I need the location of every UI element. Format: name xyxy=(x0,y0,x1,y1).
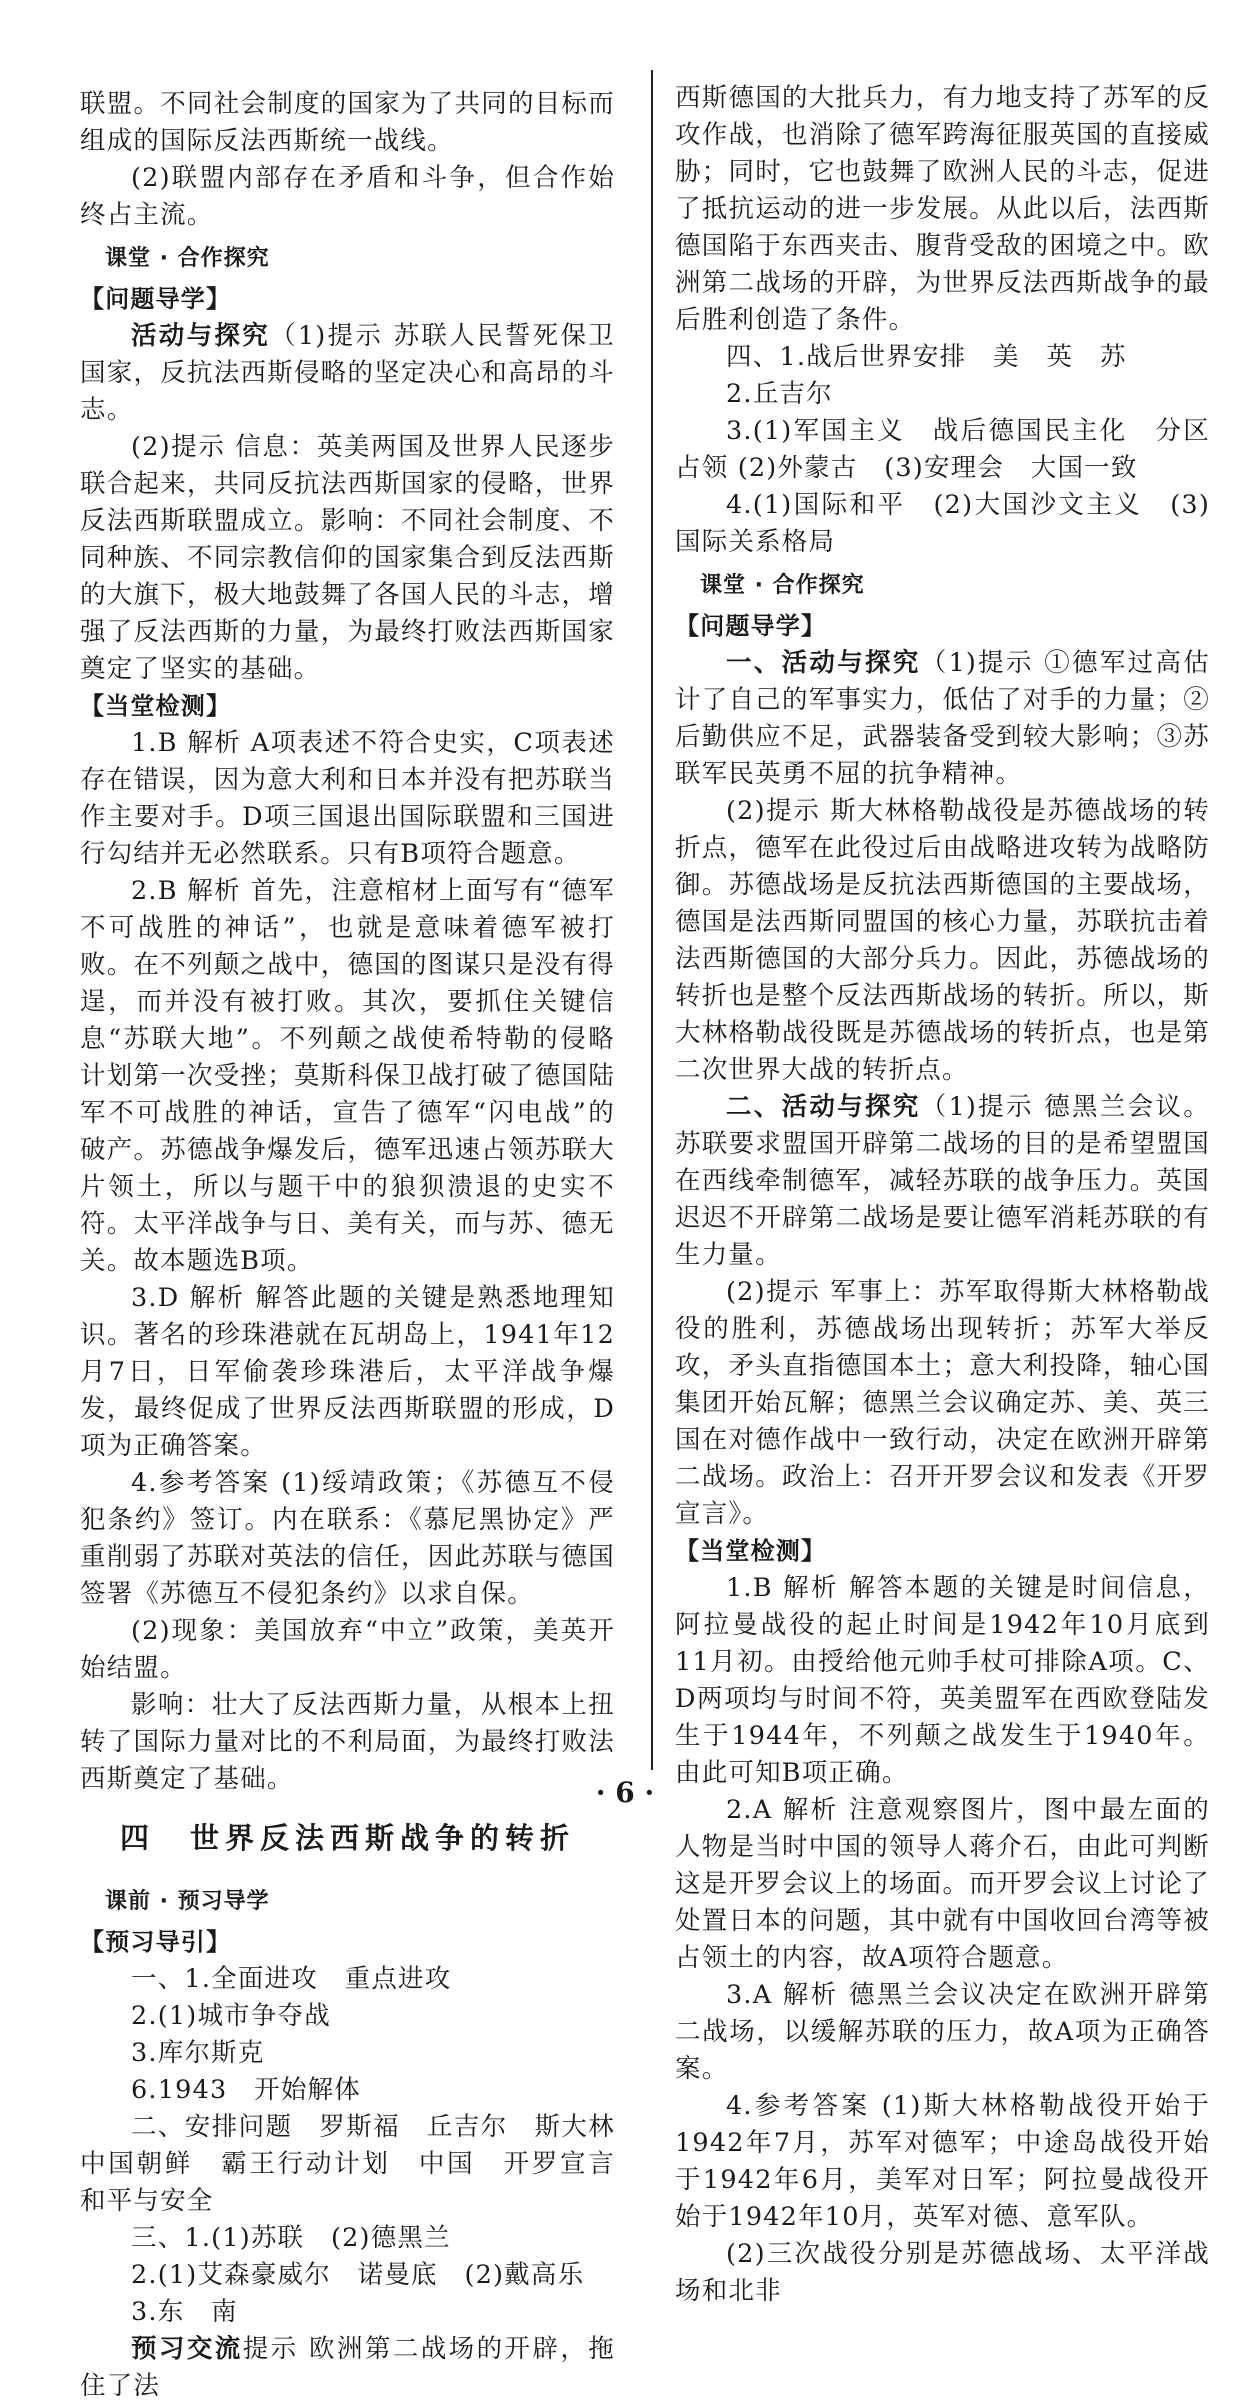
bracket-heading: 【问题导学】 xyxy=(80,285,232,313)
paragraph: (2)提示 信息：英美两国及世界人民逐步联合起来，共同反抗法西斯国家的侵略，世界反法西斯联盟成立。影响：不同社会制度、不同种族、不同宗教信仰的国家集合到反法西斯的大旗下，极大地鼓舞了各国人民的斗志，增强了反法西斯的力量，为最终打败法西斯国家奠定了坚实的基础。 xyxy=(80,432,615,684)
paragraph xyxy=(80,2331,615,2405)
paragraph-text: （1)提示 德黑兰会议。苏联要求盟国开辟第二战场的目的是希望盟国在西线牵制德军，减轻苏联的战争压力。英国迟迟不开辟第二战场是要让德军消耗苏联的有生力量。 xyxy=(675,1092,1210,1270)
left-column xyxy=(80,86,642,2405)
paragraph: 3.库尔斯克 xyxy=(131,2038,265,2068)
bracket-heading: 【预习导引】 xyxy=(80,1928,232,1956)
heading-row xyxy=(675,1533,1210,1570)
paragraph: 四、1.战后世界安排 美 英 苏 xyxy=(726,342,1127,372)
section-label: 课堂 · 合作探究 xyxy=(700,573,865,598)
paragraph: 1.B 解析 解答本题的关键是时间信息，阿拉曼战役的起止时间是1942年10月底到11月初。由授给他元帅手杖可排除A项。C、D两项均与时间不符，英美盟军在西欧登陆发生于1944年，不列颠之战发生于1940年。由此可知B项正确。 xyxy=(675,1573,1210,1788)
paragraph: (2)三次战役分别是苏德战场、太平洋战场和北非 xyxy=(675,2239,1210,2306)
paragraph: 4.参考答案 (1)绥靖政策；《苏德互不侵犯条约》签订。内在联系：《慕尼黑协定》严重削弱了苏联对英法的信任，因此苏联与德国签署《苏德互不侵犯条约》以求自保。 xyxy=(80,1468,615,1609)
paragraph: 2.丘吉尔 xyxy=(726,379,833,409)
paragraph xyxy=(80,318,615,429)
paragraph: 4.(1)国际和平 (2)大国沙文主义 (3)国际关系格局 xyxy=(675,490,1210,557)
paragraph: 影响：壮大了反法西斯力量，从根本上扭转了国际力量对比的不利局面，为最终打败法西斯奠定了基础。 xyxy=(80,1690,615,1794)
heading-row xyxy=(675,608,1210,645)
paragraph-text: （1)提示 苏联人民誓死保卫国家，反抗法西斯侵略的坚定决心和高昂的斗志。 xyxy=(80,321,615,425)
paragraph: (2)联盟内部存在矛盾和斗争，但合作始终占主流。 xyxy=(80,163,615,230)
paragraph xyxy=(675,1089,1210,1274)
bracket-heading: 【当堂检测】 xyxy=(675,1537,827,1565)
paragraph: 2.B 解析 首先，注意棺材上面写有“德军不可战胜的神话”，也就是意味着德军被打败。在不列颠之战中，德国的图谋只是没有得逞，而并没有被打败。其次，要抓住关键信息“苏联大地”。不列颠之战使希特勒的侵略计划第一次受挫；莫斯科保卫战打破了德国陆军不可战胜的神话，宣告了德军“闪电战”的破产。苏德战争爆发后，德军迅速占领苏联大片领土，所以与题干中的狼狈溃退的史实不符。太平洋战争与日、美有关，而与苏、德无关。故本题选B项。 xyxy=(80,876,615,1276)
bold-lead: 预习交流 xyxy=(131,2334,243,2364)
section-label: 课前 · 预习导学 xyxy=(105,1889,270,1914)
paragraph: (2)提示 军事上：苏军取得斯大林格勒战役的胜利，苏德战场出现转折；苏军大举反攻，矛头直指德国本土；意大利投降，轴心国集团开始瓦解；德黑兰会议确定苏、美、英三国在对德作战中一致行动，决定在欧洲开辟第二战场。政治上：召开开罗会议和发表《开罗宣言》。 xyxy=(675,1277,1210,1529)
bold-lead: 活动与探究 xyxy=(131,321,271,351)
paragraph-text: 提示 欧洲第二战场的开辟，拖住了法 xyxy=(80,2334,615,2401)
page-number: · 6 · xyxy=(595,1776,655,1809)
bold-lead: 一、活动与探究 xyxy=(726,648,921,678)
column-divider xyxy=(651,70,653,1770)
paragraph xyxy=(675,645,1210,793)
paragraph: 3.D 解析 解答此题的关键是熟悉地理知识。著名的珍珠港就在瓦胡岛上，1941年12月7日，日军偷袭珍珠港后，太平洋战争爆发，最终促成了世界反法西斯联盟的形成，D项为正确答案。 xyxy=(80,1283,615,1461)
paragraph-text: （1)提示 ①德军过高估计了自己的军事实力，低估了对手的力量；②后勤供应不足，武器装备受到较大影响；③苏联军民英勇不屈的抗争精神。 xyxy=(675,648,1210,789)
bracket-heading: 【问题导学】 xyxy=(675,612,827,640)
section-label: 课堂 · 合作探究 xyxy=(105,246,270,271)
paragraph: 3.A 解析 德黑兰会议决定在欧洲开辟第二战场，以缓解苏联的压力，故A项为正确答案。 xyxy=(675,1980,1210,2084)
paragraph: 6.1943 开始解体 xyxy=(131,2075,361,2105)
lesson-title: 四 世界反法西斯战争的转折 xyxy=(119,1821,575,1855)
paragraph: (2)现象：美国放弃“中立”政策，美英开始结盟。 xyxy=(80,1616,615,1683)
paragraph: 2.(1)艾森豪威尔 诺曼底 (2)戴高乐 xyxy=(131,2260,585,2290)
paragraph: 4.参考答案 (1)斯大林格勒战役开始于1942年7月，苏军对德军；中途岛战役开始于1942年6月，美军对日军；阿拉曼战役开始于1942年10月，英军对德、意军队。 xyxy=(675,2091,1210,2232)
paragraph: 2.(1)城市争夺战 xyxy=(131,2001,331,2031)
bracket-heading: 【当堂检测】 xyxy=(80,692,232,720)
heading-row xyxy=(80,1924,615,1961)
paragraph: 西斯德国的大批兵力，有力地支持了苏军的反攻作战，也消除了德军跨海征服英国的直接威胁；同时，它也鼓舞了欧洲人民的斗志，促进了抵抗运动的进一步发展。从此以后，法西斯德国陷于东西夹击、腹背受敌的困境之中。欧洲第二战场的开辟，为世界反法西斯战争的最后胜利创造了条件。 xyxy=(675,83,1210,335)
paragraph: 三、1.(1)苏联 (2)德黑兰 xyxy=(131,2223,451,2253)
heading-row xyxy=(80,281,615,318)
paragraph: 一、1.全面进攻 重点进攻 xyxy=(131,1964,452,1994)
heading-row xyxy=(80,688,615,725)
paragraph: (2)提示 斯大林格勒战役是苏德战场的转折点，德军在此役过后由战略进攻转为战略防御。苏德战场是反抗法西斯德国的主要战场，德国是法西斯同盟国的核心力量，苏联抗击着法西斯德国的大部分兵力。因此，苏德战场的转折也是整个反法西斯战场的转折。所以，斯大林格勒战役既是苏德战场的转折点，也是第二次世界大战的转折点。 xyxy=(675,796,1210,1085)
paragraph: 联盟。不同社会制度的国家为了共同的目标而组成的国际反法西斯统一战线。 xyxy=(80,89,615,156)
paragraph: 二、安排问题 罗斯福 丘吉尔 斯大林 中国朝鲜 霸王行动计划 中国 开罗宣言 和平与安全 xyxy=(80,2112,642,2216)
right-column xyxy=(675,80,1210,2310)
paragraph: 3.(1)军国主义 战后德国民主化 分区占领 (2)外蒙古 (3)安理会 大国一致 xyxy=(675,416,1210,483)
paragraph: 1.B 解析 A项表述不符合史实，C项表述存在错误，因为意大利和日本并没有把苏联当作主要对手。D项三国退出国际联盟和三国进行勾结并无必然联系。只有B项符合题意。 xyxy=(80,728,615,869)
paragraph: 2.A 解析 注意观察图片，图中最左面的人物是当时中国的领导人蒋介石，由此可判断这是开罗会议上的场面。而开罗会议上讨论了处置日本的问题，其中就有中国收回台湾等被占领土的内容，故A项符合题意。 xyxy=(675,1795,1210,1973)
bold-lead: 二、活动与探究 xyxy=(726,1092,921,1122)
paragraph: 3.东 南 xyxy=(131,2297,238,2327)
